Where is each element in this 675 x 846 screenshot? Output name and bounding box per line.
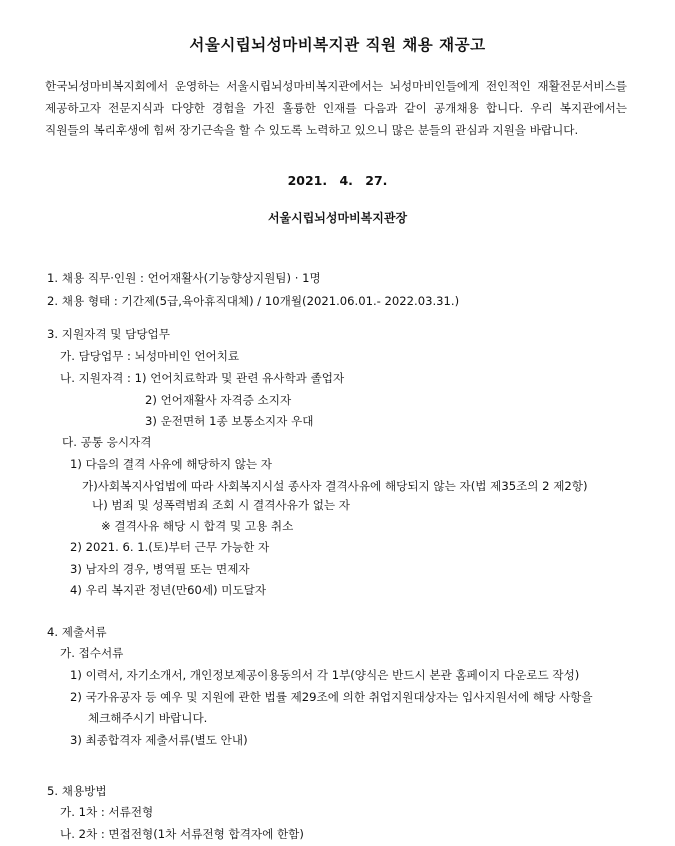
disqualification-item-1: 가)사회복지사업법에 따라 사회복지시설 종사자 결격사유에 해당되지 않는 자(법 제35조의 2 제2항) bbox=[82, 479, 588, 493]
start-date-requirement: 2) 2021. 6. 1.(토)부터 근무 가능한 자 bbox=[70, 540, 270, 554]
selection-step-2: 나. 2차 : 면접전형(1차 서류전형 합격자에 한함) bbox=[60, 827, 304, 841]
retirement-age-requirement: 4) 우리 복지관 정년(만60세) 미도달자 bbox=[70, 583, 267, 597]
selection-step-1: 가. 1차 : 서류전형 bbox=[60, 805, 154, 819]
section-3-heading: 3. 지원자격 및 담당업무 bbox=[47, 327, 170, 341]
qualification-line-1: 나. 지원자격 : 1) 언어치료학과 및 관련 유사학과 졸업자 bbox=[60, 371, 345, 385]
qualification-line-2: 2) 언어재활사 자격증 소지자 bbox=[145, 393, 292, 407]
section-4-heading: 4. 제출서류 bbox=[47, 625, 107, 639]
section-2-employment-type: 2. 채용 형태 : 기간제(5급,육아휴직대체) / 10개월(2021.06.01.- 2022.03.31.) bbox=[47, 294, 460, 308]
document-item-3: 3) 최종합격자 제출서류(별도 안내) bbox=[70, 733, 248, 747]
military-requirement: 3) 남자의 경우, 병역필 또는 면제자 bbox=[70, 562, 250, 576]
section-5-heading: 5. 채용방법 bbox=[47, 784, 107, 798]
document-item-2: 2) 국가유공자 등 예우 및 지원에 관한 법률 제29조에 의한 취업지원대상자는 입사지원서에 해당 사항을 bbox=[70, 690, 593, 704]
qualification-line-3: 3) 운전면허 1종 보통소지자 우대 bbox=[145, 414, 314, 428]
common-qualification-heading: 다. 공통 응시자격 bbox=[62, 435, 152, 449]
disqualification-item-2: 나) 범죄 및 성폭력범죄 조회 시 결격사유가 없는 자 bbox=[92, 498, 350, 512]
document-item-2-continued: 체크해주시기 바랍니다. bbox=[88, 711, 208, 725]
duties-line: 가. 담당업무 : 뇌성마비인 언어치료 bbox=[60, 349, 240, 363]
disqualification-note: ※ 결격사유 해당 시 합격 및 고용 취소 bbox=[101, 519, 294, 533]
issuer-name: 서울시립뇌성마비복지관장 bbox=[267, 211, 408, 225]
document-item-1: 1) 이력서, 자기소개서, 개인정보제공이용동의서 각 1부(양식은 반드시 본관 홈페이지 다운로드 작성) bbox=[70, 668, 580, 682]
document-title: 서울시립뇌성마비복지관 직원 채용 재공고 bbox=[189, 36, 486, 54]
application-documents-heading: 가. 접수서류 bbox=[60, 646, 124, 660]
announcement-date: 2021. 4. 27. bbox=[287, 173, 388, 188]
section-1-job-headcount: 1. 채용 직무·인원 : 언어재활사(기능향상지원팀) · 1명 bbox=[47, 271, 321, 285]
disqualification-heading: 1) 다음의 결격 사유에 해당하지 않는 자 bbox=[70, 457, 273, 471]
intro-paragraph: 한국뇌성마비복지회에서 운영하는 서울시립뇌성마비복지관에서는 뇌성마비인들에게 전인적인 재활전문서비스를 제공하고자 전문지식과 다양한 경험을 가진 훌륭한 인재를 다음과 같이 공개채용 합니다. 우리 복지관에서는 직원들의 복리후생에 힘써 장기근속을 할 수 있도록 노력하고 있으니 많은 분들의 관심과 지원을 바랍니다. bbox=[45, 79, 627, 137]
